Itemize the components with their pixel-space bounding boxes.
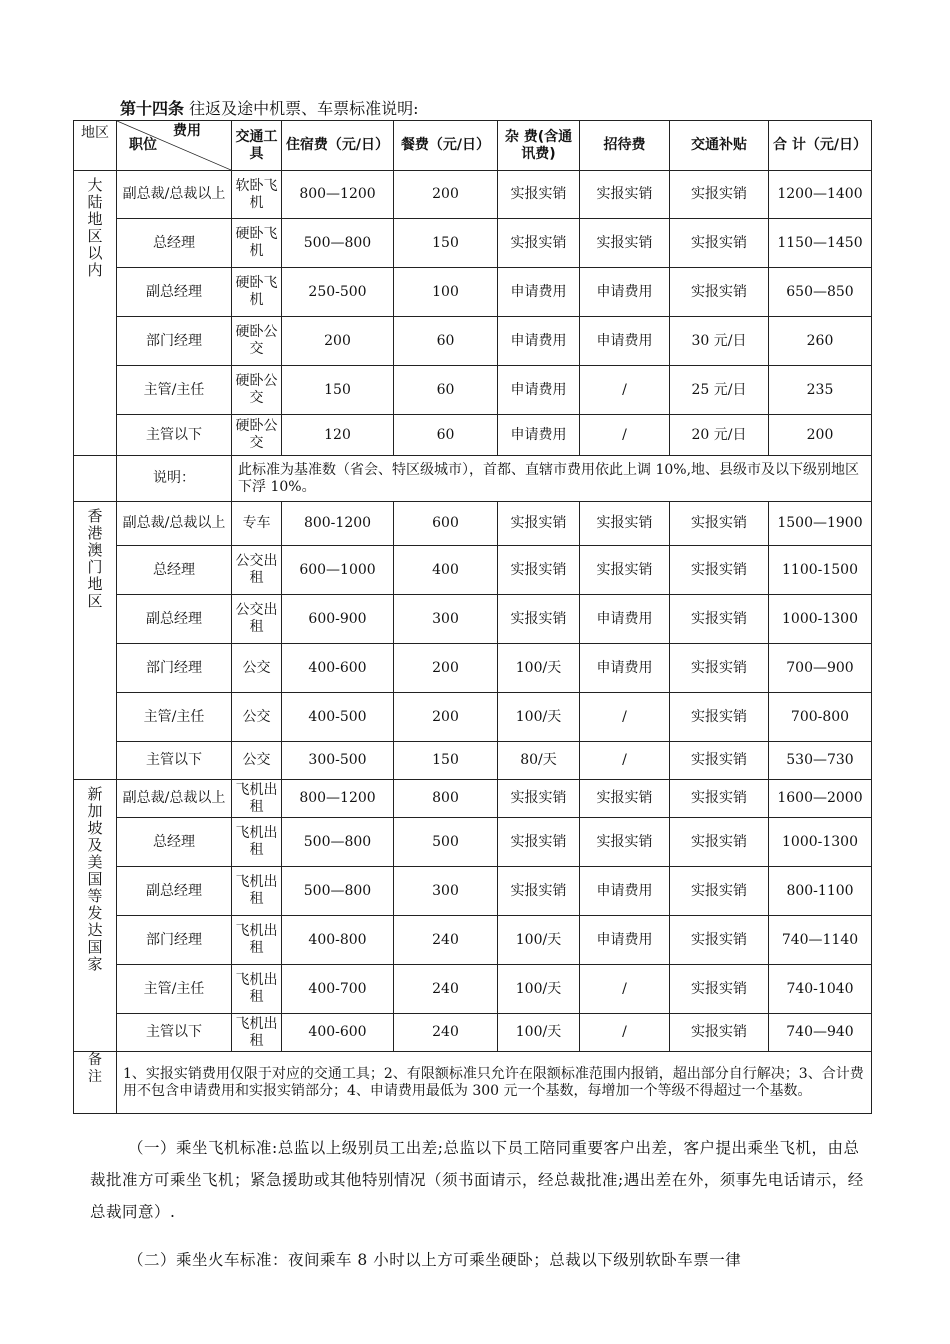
table-row	[74, 693, 872, 742]
explain-row	[74, 456, 872, 502]
misc-cell: 80/天	[498, 742, 580, 780]
table-row	[74, 742, 872, 780]
meal-cell: 240	[394, 1014, 498, 1052]
meal-cell: 400	[394, 546, 498, 595]
position-cell: 副总经理	[117, 867, 232, 916]
transport-cell: 飞机出租	[232, 1014, 282, 1052]
table-row	[74, 595, 872, 644]
transport-cell: 飞机出租	[232, 867, 282, 916]
entertain-cell: 申请费用	[580, 595, 670, 644]
misc-cell: 实报实销	[498, 867, 580, 916]
subsidy-cell: 30 元/日	[670, 317, 769, 366]
lodging-cell: 600—1000	[282, 546, 394, 595]
table-row	[74, 867, 872, 916]
position-cell: 副总裁/总裁以上	[117, 171, 232, 219]
remark-text: 1、实报实销费用仅限于对应的交通工具；2、有限额标准只允许在限额标准范围内报销，超出部分自行解决；3、合计费用不包含申请费用和实报实销部分；4、申请费用最低为 300 元一个基数，每增加一个等级不得超过一个基数。	[117, 1052, 872, 1114]
total-cell: 260	[769, 317, 872, 366]
total-cell: 1100-1500	[769, 546, 872, 595]
region-cell	[74, 502, 117, 780]
lodging-cell: 300-500	[282, 742, 394, 780]
position-cell: 部门经理	[117, 317, 232, 366]
transport-cell: 公交出租	[232, 595, 282, 644]
subsidy-cell: 实报实销	[670, 1014, 769, 1052]
transport-cell: 公交	[232, 742, 282, 780]
table-row	[74, 644, 872, 693]
total-cell: 1000-1300	[769, 818, 872, 867]
lodging-cell: 800—1200	[282, 171, 394, 219]
subsidy-cell: 25 元/日	[670, 366, 769, 415]
meal-cell: 240	[394, 965, 498, 1014]
lodging-cell: 800-1200	[282, 502, 394, 546]
subsidy-cell: 实报实销	[670, 965, 769, 1014]
explain-text: 此标准为基准数（省会、特区级城市），首都、直辖市费用依此上调 10%,地、县级市及以下级别地区下浮 10%。	[232, 456, 872, 502]
entertain-cell: 申请费用	[580, 268, 670, 317]
position-cell: 主管以下	[117, 1014, 232, 1052]
lodging-cell: 150	[282, 366, 394, 415]
lodging-cell: 400-600	[282, 644, 394, 693]
article-title: 往返及途中机票、车票标准说明:	[189, 99, 419, 118]
explain-blank	[74, 456, 117, 502]
subsidy-cell: 实报实销	[670, 595, 769, 644]
meal-cell: 100	[394, 268, 498, 317]
meal-cell: 600	[394, 502, 498, 546]
meal-cell: 500	[394, 818, 498, 867]
total-cell: 1150—1450	[769, 219, 872, 268]
table-row	[74, 366, 872, 415]
transport-cell: 硬卧公交	[232, 366, 282, 415]
header-meal: 餐费（元/日）	[394, 121, 498, 171]
subsidy-cell: 实报实销	[670, 742, 769, 780]
lodging-cell: 600-900	[282, 595, 394, 644]
region-name: 大陆地区以内	[87, 176, 103, 279]
position-cell: 部门经理	[117, 916, 232, 965]
position-cell: 主管/主任	[117, 693, 232, 742]
misc-cell: 100/天	[498, 693, 580, 742]
meal-cell: 60	[394, 415, 498, 456]
total-cell: 800-1100	[769, 867, 872, 916]
misc-cell: 实报实销	[498, 219, 580, 268]
total-cell: 235	[769, 366, 872, 415]
position-cell: 部门经理	[117, 644, 232, 693]
header-total: 合 计（元/日）	[769, 121, 872, 171]
misc-cell: 申请费用	[498, 317, 580, 366]
table-row	[74, 268, 872, 317]
table-row	[74, 916, 872, 965]
table-row	[74, 317, 872, 366]
entertain-cell: 实报实销	[580, 546, 670, 595]
meal-cell: 60	[394, 366, 498, 415]
transport-cell: 飞机出租	[232, 916, 282, 965]
paragraph-train: （二）乘坐火车标准：夜间乘车 8 小时以上方可乘坐硬卧；总裁以下级别软卧车票一律	[128, 1251, 742, 1269]
position-cell: 主管以下	[117, 415, 232, 456]
lodging-cell: 500—800	[282, 867, 394, 916]
remark-label-cell	[74, 1052, 117, 1114]
entertain-cell: 实报实销	[580, 171, 670, 219]
transport-cell: 公交出租	[232, 546, 282, 595]
travel-expense-table	[73, 120, 872, 1114]
lodging-cell: 250-500	[282, 268, 394, 317]
entertain-cell: 实报实销	[580, 502, 670, 546]
meal-cell: 150	[394, 742, 498, 780]
total-cell: 740-1040	[769, 965, 872, 1014]
total-cell: 530—730	[769, 742, 872, 780]
subsidy-cell: 实报实销	[670, 644, 769, 693]
entertain-cell: /	[580, 366, 670, 415]
subsidy-cell: 实报实销	[670, 780, 769, 818]
total-cell: 700-800	[769, 693, 872, 742]
region-name: 香港澳门地区	[87, 507, 103, 610]
table-row	[74, 1014, 872, 1052]
misc-cell: 100/天	[498, 916, 580, 965]
position-cell: 副总经理	[117, 595, 232, 644]
total-cell: 650—850	[769, 268, 872, 317]
meal-cell: 200	[394, 171, 498, 219]
transport-cell: 软卧飞机	[232, 171, 282, 219]
misc-cell: 实报实销	[498, 502, 580, 546]
misc-cell: 实报实销	[498, 595, 580, 644]
position-cell: 主管/主任	[117, 366, 232, 415]
remark-label: 备注	[88, 1052, 102, 1085]
table-row	[74, 780, 872, 818]
total-cell: 700—900	[769, 644, 872, 693]
entertain-cell: 申请费用	[580, 916, 670, 965]
subsidy-cell: 实报实销	[670, 867, 769, 916]
entertain-cell: /	[580, 1014, 670, 1052]
misc-cell: 实报实销	[498, 171, 580, 219]
lodging-cell: 500—800	[282, 219, 394, 268]
entertain-cell: 实报实销	[580, 780, 670, 818]
lodging-cell: 400-800	[282, 916, 394, 965]
misc-cell: 实报实销	[498, 818, 580, 867]
subsidy-cell: 实报实销	[670, 171, 769, 219]
total-cell: 740—940	[769, 1014, 872, 1052]
table-row	[74, 219, 872, 268]
subsidy-cell: 实报实销	[670, 502, 769, 546]
transport-cell: 专车	[232, 502, 282, 546]
meal-cell: 60	[394, 317, 498, 366]
subsidy-cell: 20 元/日	[670, 415, 769, 456]
misc-cell: 申请费用	[498, 268, 580, 317]
misc-cell: 100/天	[498, 1014, 580, 1052]
meal-cell: 300	[394, 867, 498, 916]
region-cell	[74, 780, 117, 1052]
header-fee: 费用	[173, 123, 201, 139]
table-row	[74, 818, 872, 867]
position-cell: 总经理	[117, 546, 232, 595]
position-cell: 副总裁/总裁以上	[117, 502, 232, 546]
lodging-cell: 200	[282, 317, 394, 366]
misc-cell: 实报实销	[498, 780, 580, 818]
table-row	[74, 171, 872, 219]
meal-cell: 200	[394, 644, 498, 693]
entertain-cell: 实报实销	[580, 219, 670, 268]
lodging-cell: 500—800	[282, 818, 394, 867]
transport-cell: 飞机出租	[232, 965, 282, 1014]
table-row	[74, 502, 872, 546]
subsidy-cell: 实报实销	[670, 546, 769, 595]
table-row	[74, 965, 872, 1014]
misc-cell: 100/天	[498, 644, 580, 693]
lodging-cell: 400-600	[282, 1014, 394, 1052]
transport-cell: 飞机出租	[232, 780, 282, 818]
header-misc: 杂 费(含通讯费)	[498, 121, 580, 171]
transport-cell: 公交	[232, 693, 282, 742]
header-position: 职位	[129, 137, 157, 153]
entertain-cell: /	[580, 415, 670, 456]
paragraph-flight: （一）乘坐飞机标准:总监以上级别员工出差;总监以下员工陪同重要客户出差，客户提出乘坐飞机，由总裁批准方可乘坐飞机；紧急援助或其他特别情况（须书面请示，经总裁批准;遇出差在外，须事先电话请示，经总裁同意）.	[90, 1139, 864, 1221]
header-subsidy: 交通补贴	[670, 121, 769, 171]
article-number: 第十四条	[120, 99, 185, 118]
remark-row	[74, 1052, 872, 1114]
table-row	[74, 546, 872, 595]
header-region: 地区	[74, 121, 117, 171]
meal-cell: 200	[394, 693, 498, 742]
position-cell: 主管以下	[117, 742, 232, 780]
transport-cell: 硬卧公交	[232, 415, 282, 456]
misc-cell: 实报实销	[498, 546, 580, 595]
position-cell: 总经理	[117, 818, 232, 867]
entertain-cell: /	[580, 742, 670, 780]
entertain-cell: 申请费用	[580, 867, 670, 916]
header-diagonal-cell	[117, 121, 232, 171]
transport-cell: 公交	[232, 644, 282, 693]
meal-cell: 300	[394, 595, 498, 644]
transport-cell: 飞机出租	[232, 818, 282, 867]
header-entertain: 招待费	[580, 121, 670, 171]
article-heading	[120, 96, 419, 119]
total-cell: 1200—1400	[769, 171, 872, 219]
transport-cell: 硬卧公交	[232, 317, 282, 366]
explain-label: 说明：	[117, 456, 232, 502]
region-cell	[74, 171, 117, 456]
transport-cell: 硬卧飞机	[232, 219, 282, 268]
header-transport: 交通工具	[232, 121, 282, 171]
subsidy-cell: 实报实销	[670, 693, 769, 742]
subsidy-cell: 实报实销	[670, 916, 769, 965]
header-lodging: 住宿费（元/日）	[282, 121, 394, 171]
entertain-cell: /	[580, 965, 670, 1014]
lodging-cell: 120	[282, 415, 394, 456]
lodging-cell: 400-500	[282, 693, 394, 742]
position-cell: 总经理	[117, 219, 232, 268]
total-cell: 1000-1300	[769, 595, 872, 644]
misc-cell: 申请费用	[498, 415, 580, 456]
lodging-cell: 800—1200	[282, 780, 394, 818]
position-cell: 副总经理	[117, 268, 232, 317]
misc-cell: 100/天	[498, 965, 580, 1014]
subsidy-cell: 实报实销	[670, 268, 769, 317]
position-cell: 副总裁/总裁以上	[117, 780, 232, 818]
entertain-cell: 申请费用	[580, 317, 670, 366]
entertain-cell: 申请费用	[580, 644, 670, 693]
entertain-cell: /	[580, 693, 670, 742]
subsidy-cell: 实报实销	[670, 818, 769, 867]
entertain-cell: 实报实销	[580, 818, 670, 867]
position-cell: 主管/主任	[117, 965, 232, 1014]
meal-cell: 800	[394, 780, 498, 818]
total-cell: 740—1140	[769, 916, 872, 965]
lodging-cell: 400-700	[282, 965, 394, 1014]
meal-cell: 150	[394, 219, 498, 268]
transport-cell: 硬卧飞机	[232, 268, 282, 317]
total-cell: 1600—2000	[769, 780, 872, 818]
subsidy-cell: 实报实销	[670, 219, 769, 268]
total-cell: 200	[769, 415, 872, 456]
region-name: 新加坡及美国等发达国家	[87, 785, 103, 973]
table-header-row	[74, 121, 872, 171]
misc-cell: 申请费用	[498, 366, 580, 415]
table-row	[74, 415, 872, 456]
meal-cell: 240	[394, 916, 498, 965]
total-cell: 1500—1900	[769, 502, 872, 546]
